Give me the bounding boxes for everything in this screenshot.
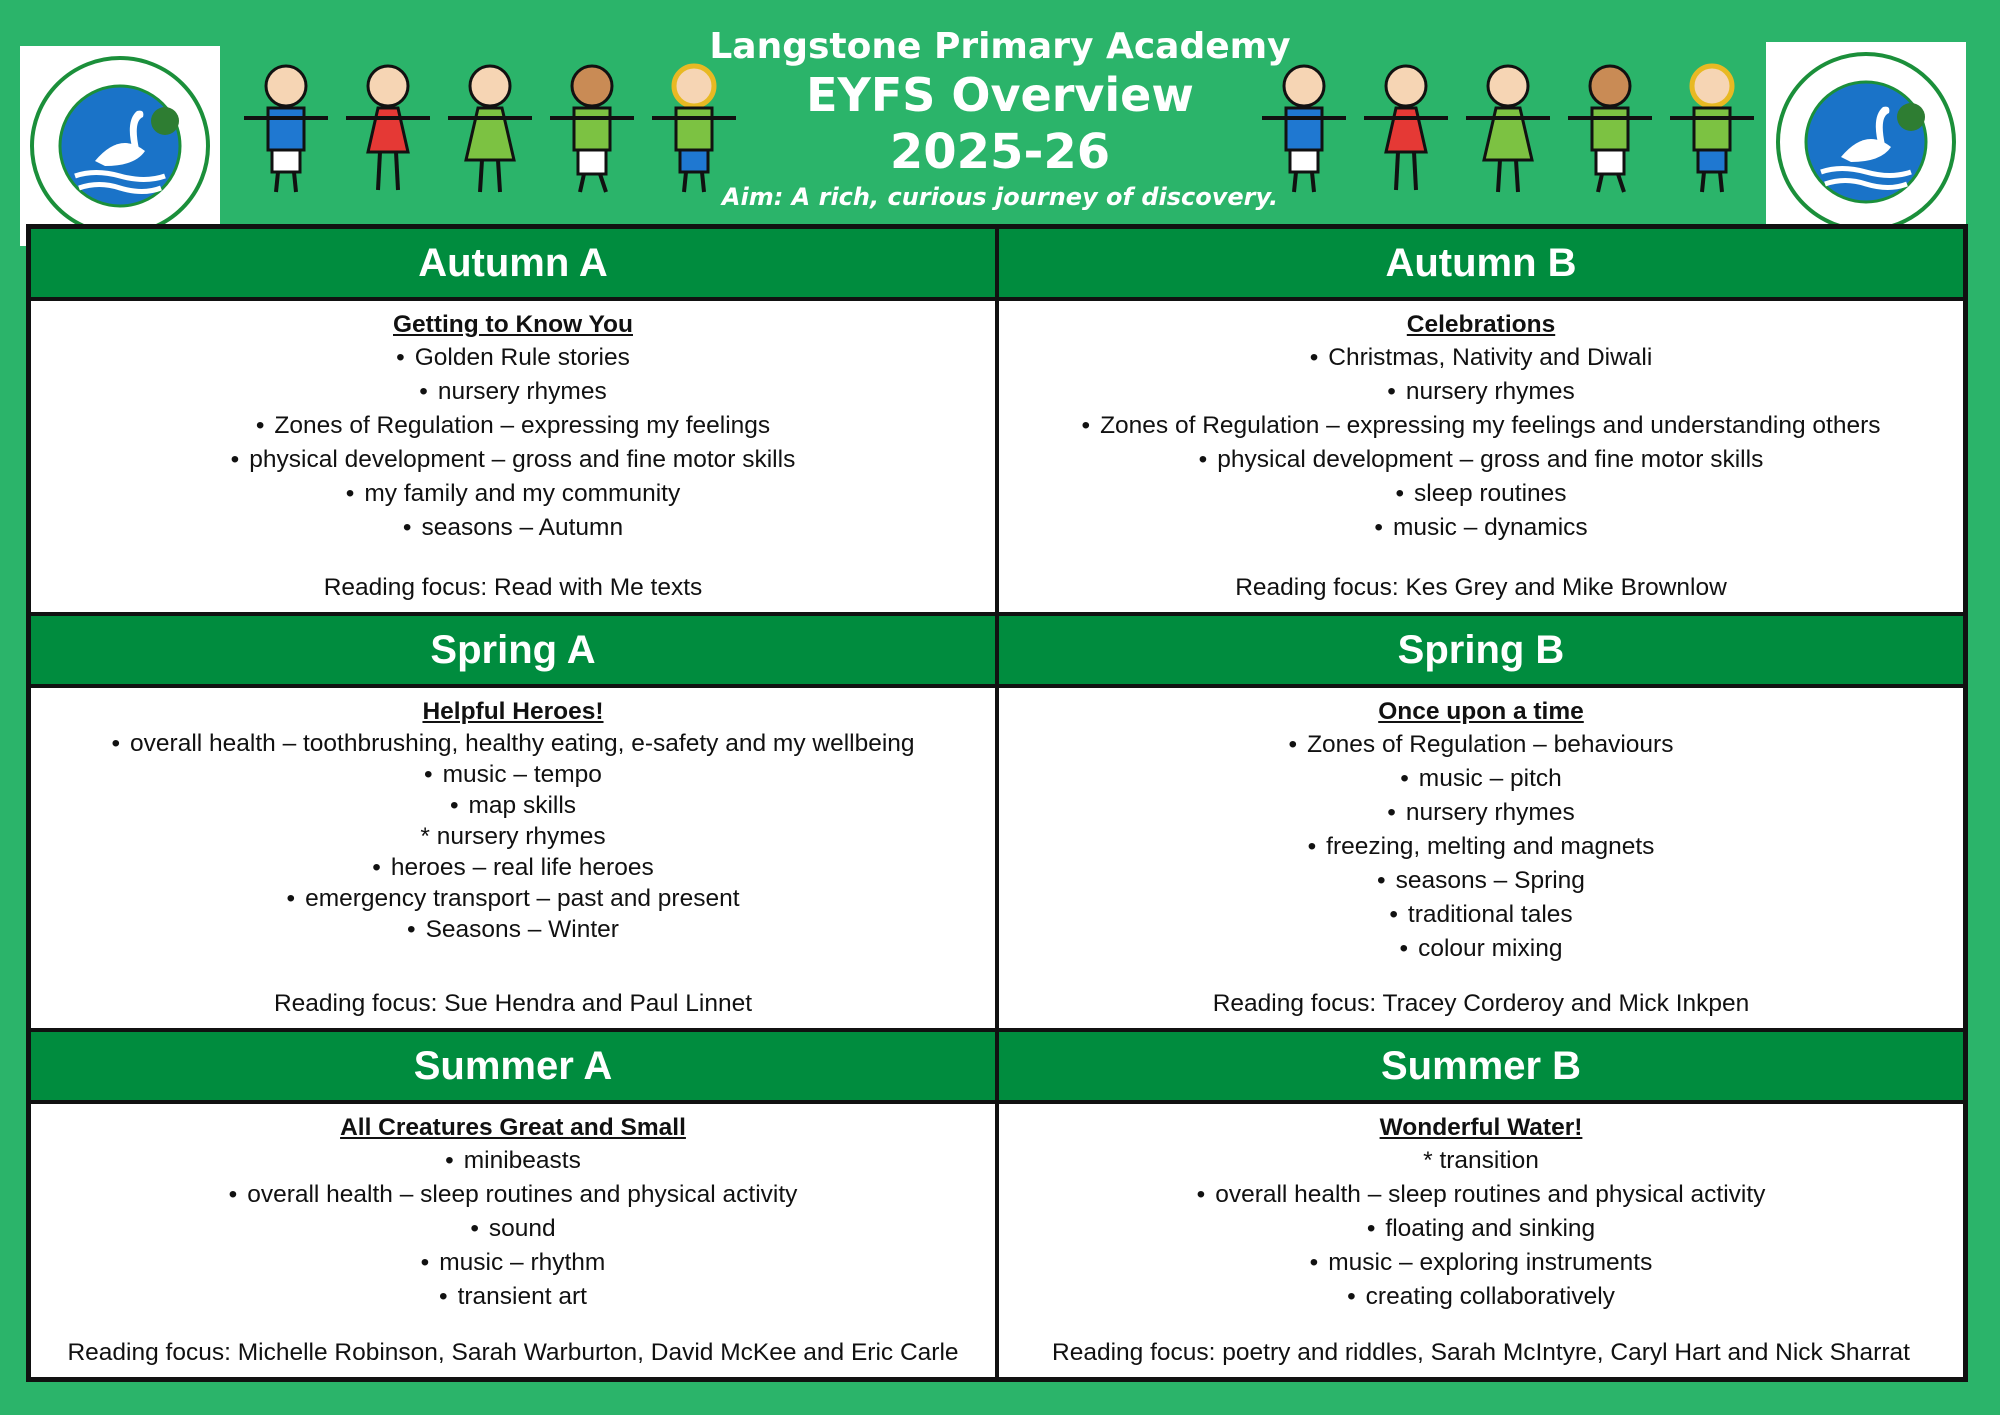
child-icon [444,60,536,200]
term-body-summer-a [29,1102,997,1379]
topic-title: Wonderful Water! [1379,1114,1583,1141]
list-item: • emergency transport – past and present [286,885,740,912]
term-body-spring-a [29,686,997,1030]
term-grid [26,224,1968,1382]
term-body-summer-b [997,1102,1965,1379]
child-icon [1258,60,1350,200]
list-item: • colour mixing [1399,935,1563,962]
header [690,26,1310,211]
list-item: • freezing, melting and magnets [1307,833,1655,860]
list-item: * transition [1423,1147,1539,1174]
list-item: • creating collaboratively [1347,1283,1615,1310]
child-icon [546,60,638,200]
list-item: • physical development – gross and fine motor skills [1198,446,1764,473]
list-item: • sleep routines [1395,480,1567,507]
term-header-autumn-a: Autumn A [29,227,997,299]
school-logo-left [20,46,220,246]
child-icon [240,60,332,200]
term-body-spring-b [997,686,1965,1030]
list-item: • map skills [449,792,577,819]
list-item: • overall health – sleep routines and physical activity [228,1181,798,1208]
list-item: • overall health – sleep routines and physical activity [1196,1181,1766,1208]
term-body-autumn-b [997,299,1965,614]
list-item: • minibeasts [445,1147,581,1174]
list-item: • nursery rhymes [1387,378,1575,405]
list-item: • my family and my community [345,480,681,507]
topic-title: Helpful Heroes! [422,698,604,725]
list-item: • music – rhythm [420,1249,606,1276]
list-item: • nursery rhymes [1387,799,1575,826]
list-item: • overall health – toothbrushing, healthy eating, e-safety and my wellbeing [111,730,915,757]
child-icon [1666,60,1758,200]
list-item: • physical development – gross and fine motor skills [230,446,796,473]
term-body-autumn-a [29,299,997,614]
term-header-spring-a: Spring A [29,614,997,686]
child-icon [342,60,434,200]
school-name: Langstone Primary Academy [709,26,1291,67]
topic-title: Celebrations [1406,311,1556,338]
school-logo-right [1766,42,1966,242]
term-header-summer-a: Summer A [29,1030,997,1102]
list-item: • traditional tales [1389,901,1573,928]
list-item: • Christmas, Nativity and Diwali [1309,344,1653,371]
swan-logo-icon [25,51,215,241]
list-item: • music – dynamics [1374,514,1588,541]
list-item: • Golden Rule stories [396,344,630,371]
reading-focus: Reading focus: Tracey Corderoy and Mick Inkpen [1212,990,1750,1017]
term-header-summer-b: Summer B [997,1030,1965,1102]
reading-focus: Reading focus: poetry and riddles, Sarah McIntyre, Caryl Hart and Nick Sharrat [1052,1339,1910,1366]
child-icon [1462,60,1554,200]
children-illustration-right [1258,60,1758,200]
page-title: EYFS Overview [806,68,1194,122]
topic-title: All Creatures Great and Small [340,1114,686,1141]
term-header-autumn-b: Autumn B [997,227,1965,299]
topic-title: Getting to Know You [393,311,633,338]
list-item: • Zones of Regulation – expressing my feelings and understanding others [1081,412,1881,439]
reading-focus: Reading focus: Read with Me texts [323,574,703,601]
list-item: • seasons – Spring [1377,867,1585,894]
child-icon [1564,60,1656,200]
list-item: • music – tempo [424,761,602,788]
topic-title: Once upon a time [1378,698,1584,725]
list-item: • floating and sinking [1366,1215,1596,1242]
list-item: • heroes – real life heroes [372,854,654,881]
aim-statement: Aim: A rich, curious journey of discovery. [721,183,1279,211]
list-item: * nursery rhymes [420,823,606,850]
list-item: • Seasons – Winter [407,916,619,943]
children-illustration-left [240,60,740,200]
list-item: • Zones of Regulation – expressing my feelings [255,412,771,439]
reading-focus: Reading focus: Michelle Robinson, Sarah Warburton, David McKee and Eric Carle [67,1339,959,1366]
child-icon [1360,60,1452,200]
list-item: • sound [470,1215,556,1242]
list-item: • music – exploring instruments [1309,1249,1653,1276]
list-item: • transient art [439,1283,587,1310]
list-item: • seasons – Autumn [402,514,624,541]
reading-focus: Reading focus: Kes Grey and Mike Brownlow [1235,574,1727,601]
term-header-spring-b: Spring B [997,614,1965,686]
list-item: • Zones of Regulation – behaviours [1288,731,1674,758]
list-item: • nursery rhymes [419,378,607,405]
school-year: 2025-26 [889,124,1111,180]
swan-logo-icon [1771,47,1961,237]
reading-focus: Reading focus: Sue Hendra and Paul Linnet [273,990,753,1017]
list-item: • music – pitch [1400,765,1562,792]
